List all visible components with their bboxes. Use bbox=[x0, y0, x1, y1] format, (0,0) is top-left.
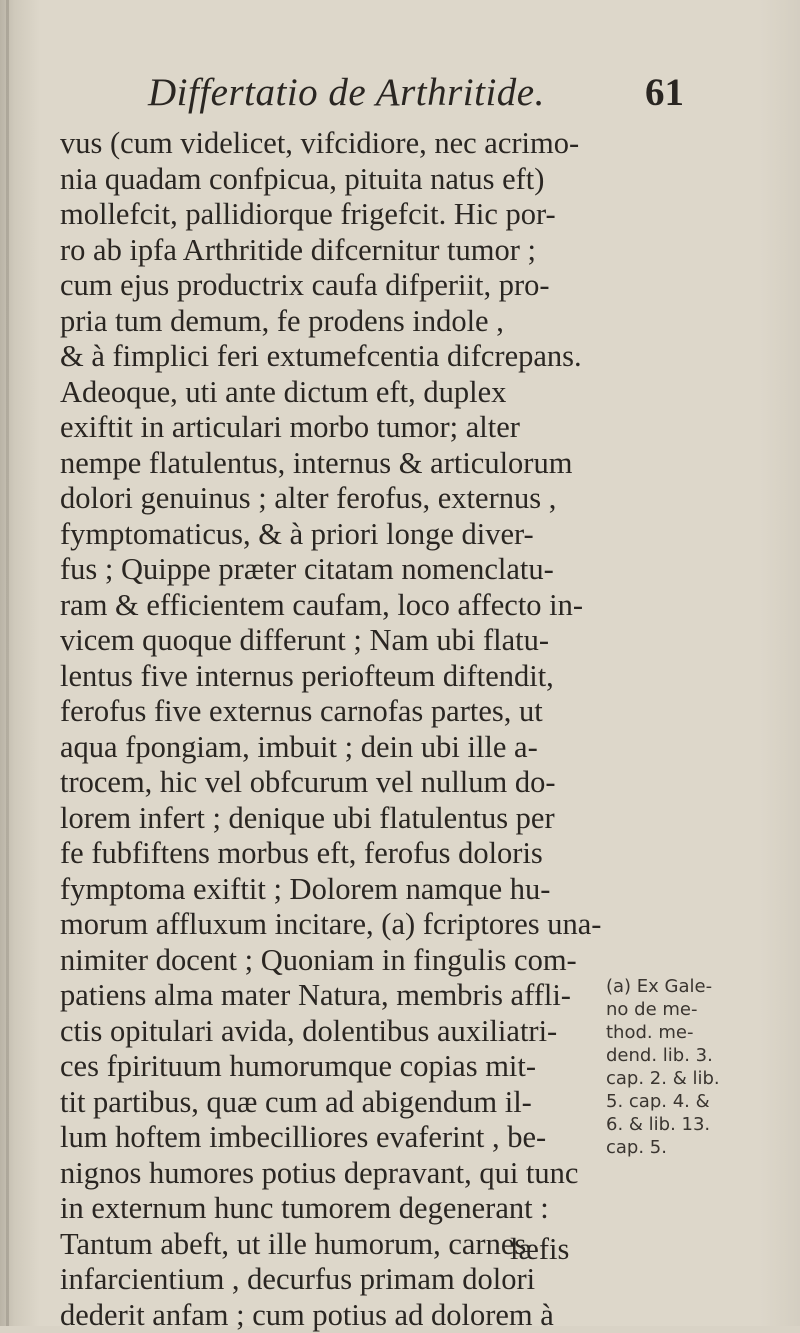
binding-gutter bbox=[6, 0, 9, 1326]
margin-note-line: cap. 2. & lib. bbox=[606, 1067, 796, 1090]
text-line: fus ; Quippe præter citatam nomenclatu- bbox=[60, 552, 620, 588]
text-line: pria tum demum, fe prodens indole , bbox=[60, 304, 620, 340]
text-line: aqua fpongiam, imbuit ; dein ubi ille a- bbox=[60, 730, 620, 766]
text-line: Adeoque, uti ante dictum eft, duplex bbox=[60, 375, 620, 411]
text-line: lum hoftem imbecilliores evaferint , be- bbox=[60, 1120, 620, 1156]
text-line: infarcientium , decurfus primam dolori bbox=[60, 1262, 620, 1298]
margin-note-line: dend. lib. 3. bbox=[606, 1044, 796, 1067]
margin-note-line: 6. & lib. 13. bbox=[606, 1113, 796, 1136]
text-line: exiftit in articulari morbo tumor; alter bbox=[60, 410, 620, 446]
body-text bbox=[60, 126, 620, 1333]
text-line: ces fpirituum humorumque copias mit- bbox=[60, 1049, 620, 1085]
text-line: Tantum abeft, ut ille humorum, carnes bbox=[60, 1227, 620, 1263]
margin-note-line: 5. cap. 4. & bbox=[606, 1090, 796, 1113]
margin-note-line: no de me- bbox=[606, 998, 796, 1021]
text-line: ferofus five externus carnofas partes, ut bbox=[60, 694, 620, 730]
text-line: fymptoma exiftit ; Dolorem namque hu- bbox=[60, 872, 620, 908]
text-line: vus (cum videlicet, vifcidiore, nec acrimo- bbox=[60, 126, 620, 162]
text-line: trocem, hic vel obfcurum vel nullum do- bbox=[60, 765, 620, 801]
text-line: ctis opitulari avida, dolentibus auxiliatri- bbox=[60, 1014, 620, 1050]
text-line: ram & efficientem caufam, loco affecto in- bbox=[60, 588, 620, 624]
text-line: mollefcit, pallidiorque frigefcit. Hic por- bbox=[60, 197, 620, 233]
text-line: fymptomaticus, & à priori longe diver- bbox=[60, 517, 620, 553]
marginal-footnote bbox=[606, 975, 796, 1159]
text-line: lorem infert ; denique ubi flatulentus per bbox=[60, 801, 620, 837]
page-number: 61 bbox=[645, 70, 684, 115]
text-line: morum affluxum incitare, (a) fcriptores una- bbox=[60, 907, 620, 943]
text-line: nempe flatulentus, internus & articulorum bbox=[60, 446, 620, 482]
text-line: fe fubfiftens morbus eft, ferofus doloris bbox=[60, 836, 620, 872]
margin-note-line: thod. me- bbox=[606, 1021, 796, 1044]
running-title: Differtatio de Arthritide. bbox=[148, 70, 545, 115]
text-line: dederit anfam ; cum potius ad dolorem à bbox=[60, 1298, 620, 1333]
text-line: ro ab ipfa Arthritide difcernitur tumor ; bbox=[60, 233, 620, 269]
margin-note-line: cap. 5. bbox=[606, 1136, 796, 1159]
text-line: in externum hunc tumorem degenerant : bbox=[60, 1191, 620, 1227]
text-line: nignos humores potius depravant, qui tunc bbox=[60, 1156, 620, 1192]
text-line: cum ejus productrix caufa difperiit, pro- bbox=[60, 268, 620, 304]
text-line: vicem quoque differunt ; Nam ubi flatu- bbox=[60, 623, 620, 659]
text-line: tit partibus, quæ cum ad abigendum il- bbox=[60, 1085, 620, 1121]
text-line: & à fimplici feri extumefcentia difcrepans. bbox=[60, 339, 620, 375]
text-line: dolori genuinus ; alter ferofus, externus , bbox=[60, 481, 620, 517]
margin-note-line: (a) Ex Gale- bbox=[606, 975, 796, 998]
text-line: lentus five internus periofteum diftendit, bbox=[60, 659, 620, 695]
catchword: læfis bbox=[510, 1232, 569, 1267]
text-line: nimiter docent ; Quoniam in fingulis com- bbox=[60, 943, 620, 979]
text-line: nia quadam confpicua, pituita natus eft) bbox=[60, 162, 620, 198]
text-line: patiens alma mater Natura, membris affli- bbox=[60, 978, 620, 1014]
